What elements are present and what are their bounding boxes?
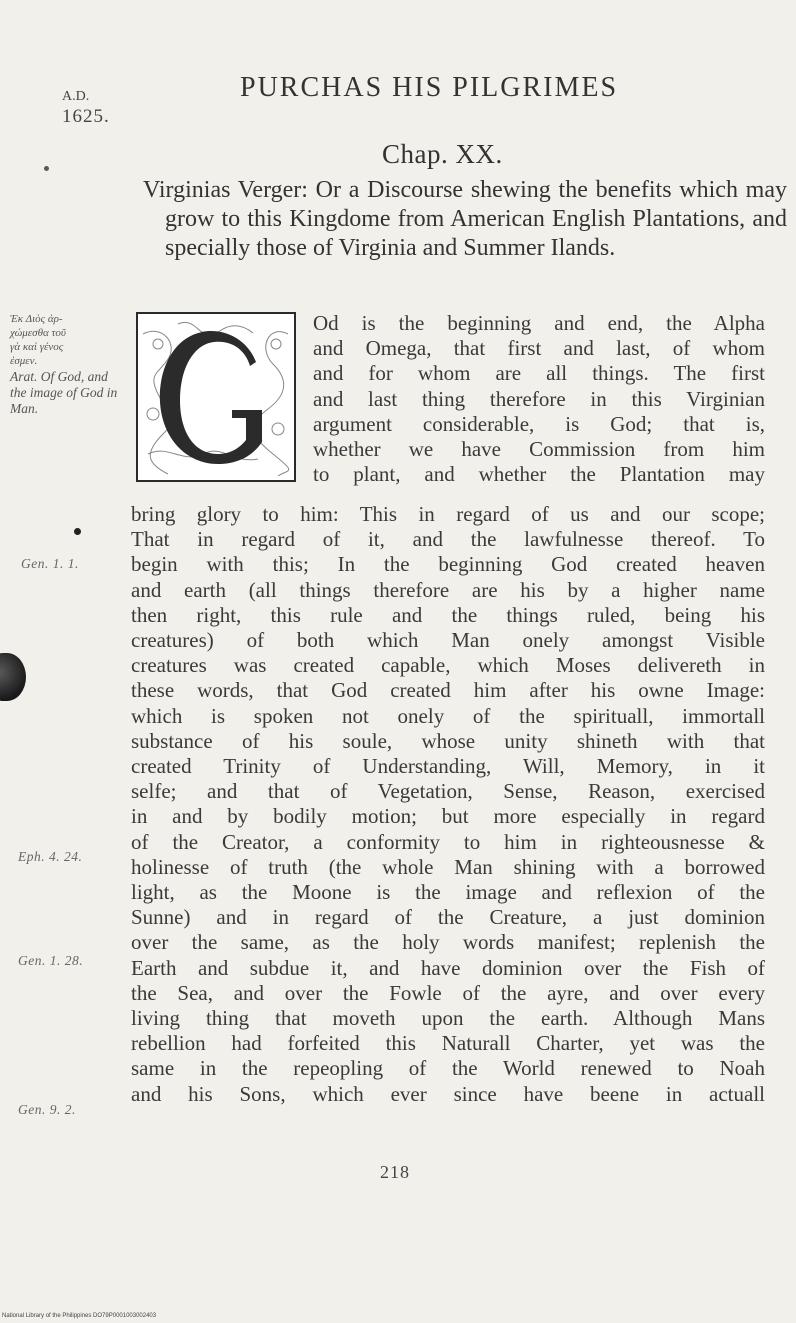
text-line: created Trinity of Understanding, Will, Memory, in it xyxy=(131,754,765,779)
text-line: and last thing therefore in this Virginian xyxy=(313,386,765,411)
ink-blot xyxy=(0,653,26,701)
text-line: and for whom are all things. The first xyxy=(313,361,765,386)
text-line: over the same, as the holy words manifest; replenish the xyxy=(131,930,765,955)
text-line: selfe; and that of Vegetation, Sense, Reason, exercised xyxy=(131,779,765,804)
greek-line: γὰ καὶ γένος xyxy=(10,341,64,353)
body-text-beside-initial xyxy=(313,311,765,487)
text-line: and Omega, that first and last, of whom xyxy=(313,336,765,361)
drop-cap-initial xyxy=(136,312,296,482)
page-number: 218 xyxy=(380,1162,410,1182)
drop-cap-illustration xyxy=(138,314,294,480)
chapter-title: Virginias Verger: Or a Discourse shewing the benefits which may grow to this Kingdome from American English Plantations, and specially those of Virginia and Summer Ilands. xyxy=(143,177,787,261)
text-line: That in regard of it, and the lawfulnesse thereof. To xyxy=(131,527,765,552)
text-line: Earth and subdue it, and have dominion over the Fish of xyxy=(131,955,765,980)
margin-note-gen-1-28: Gen. 1. 28. xyxy=(18,953,84,968)
text-line: creatures was created capable, which Moses delivereth in xyxy=(131,653,765,678)
margin-year xyxy=(62,88,110,125)
margin-note-eph-4-24: Eph. 4. 24. xyxy=(18,849,83,864)
margin-note-gen-9-2: Gen. 9. 2. xyxy=(18,1102,76,1117)
running-title: PURCHAS HIS PILGRIMES xyxy=(240,72,619,103)
chapter-heading: Chap. XX. xyxy=(382,139,503,169)
greek-line: ἐσμεν. xyxy=(10,355,38,367)
margin-note-greek xyxy=(10,312,122,417)
margin-note-gen-1-1: Gen. 1. 1. xyxy=(21,556,79,571)
greek-reference: Arat. Of God, and the image of God in Man. xyxy=(10,369,118,416)
text-line: whether we have Commission from him xyxy=(313,437,765,462)
text-line: begin with this; In the beginning God created heaven xyxy=(131,552,765,577)
margin-dot xyxy=(74,528,81,535)
text-line: the Sea, and over the Fowle of the ayre, and over every xyxy=(131,980,765,1005)
greek-line: Ἐκ Διὸς ἀρ- xyxy=(10,313,63,325)
greek-line: χώμεσθα τοῦ xyxy=(10,327,66,339)
text-line: Sunne) and in regard of the Creature, a just dominion xyxy=(131,905,765,930)
body-text-main xyxy=(131,502,765,1107)
text-line: of the Creator, a conformity to him in righteousnesse & xyxy=(131,829,765,854)
year-value: 1625. xyxy=(62,106,110,127)
text-line: bring glory to him: This in regard of us and our scope; xyxy=(131,502,765,526)
text-line: holinesse of truth (the whole Man shining with a borrowed xyxy=(131,854,765,879)
text-line: same in the repeopling of the World renewed to Noah xyxy=(131,1056,765,1081)
text-line: and earth (all things therefore are his by a higher name xyxy=(131,577,765,602)
text-line: argument considerable, is God; that is, xyxy=(313,411,765,436)
text-line: substance of his soule, whose unity shineth with that xyxy=(131,728,765,753)
text-line: which is spoken not onely of the spirituall, immortall xyxy=(131,703,765,728)
text-line: Od is the beginning and end, the Alpha xyxy=(313,311,765,335)
text-line: light, as the Moone is the image and reflexion of the xyxy=(131,880,765,905)
text-line: and his Sons, which ever since have beene in actuall xyxy=(131,1081,765,1106)
margin-dot xyxy=(44,166,49,171)
text-line: to plant, and whether the Plantation may xyxy=(313,462,765,487)
year-label: A.D. xyxy=(62,89,90,104)
scan-footer: National Library of the Philippines DO79P0001003002403 xyxy=(2,1313,157,1319)
text-line: in and by bodily motion; but more especially in regard xyxy=(131,804,765,829)
text-line: living thing that moveth upon the earth. Although Mans xyxy=(131,1006,765,1031)
text-line: creatures) of both which Man onely amongst Visible xyxy=(131,628,765,653)
text-line: rebellion had forfeited this Naturall Charter, yet was the xyxy=(131,1031,765,1056)
text-line: these words, that God created him after his owne Image: xyxy=(131,678,765,703)
text-line: then right, this rule and the things ruled, being his xyxy=(131,602,765,627)
